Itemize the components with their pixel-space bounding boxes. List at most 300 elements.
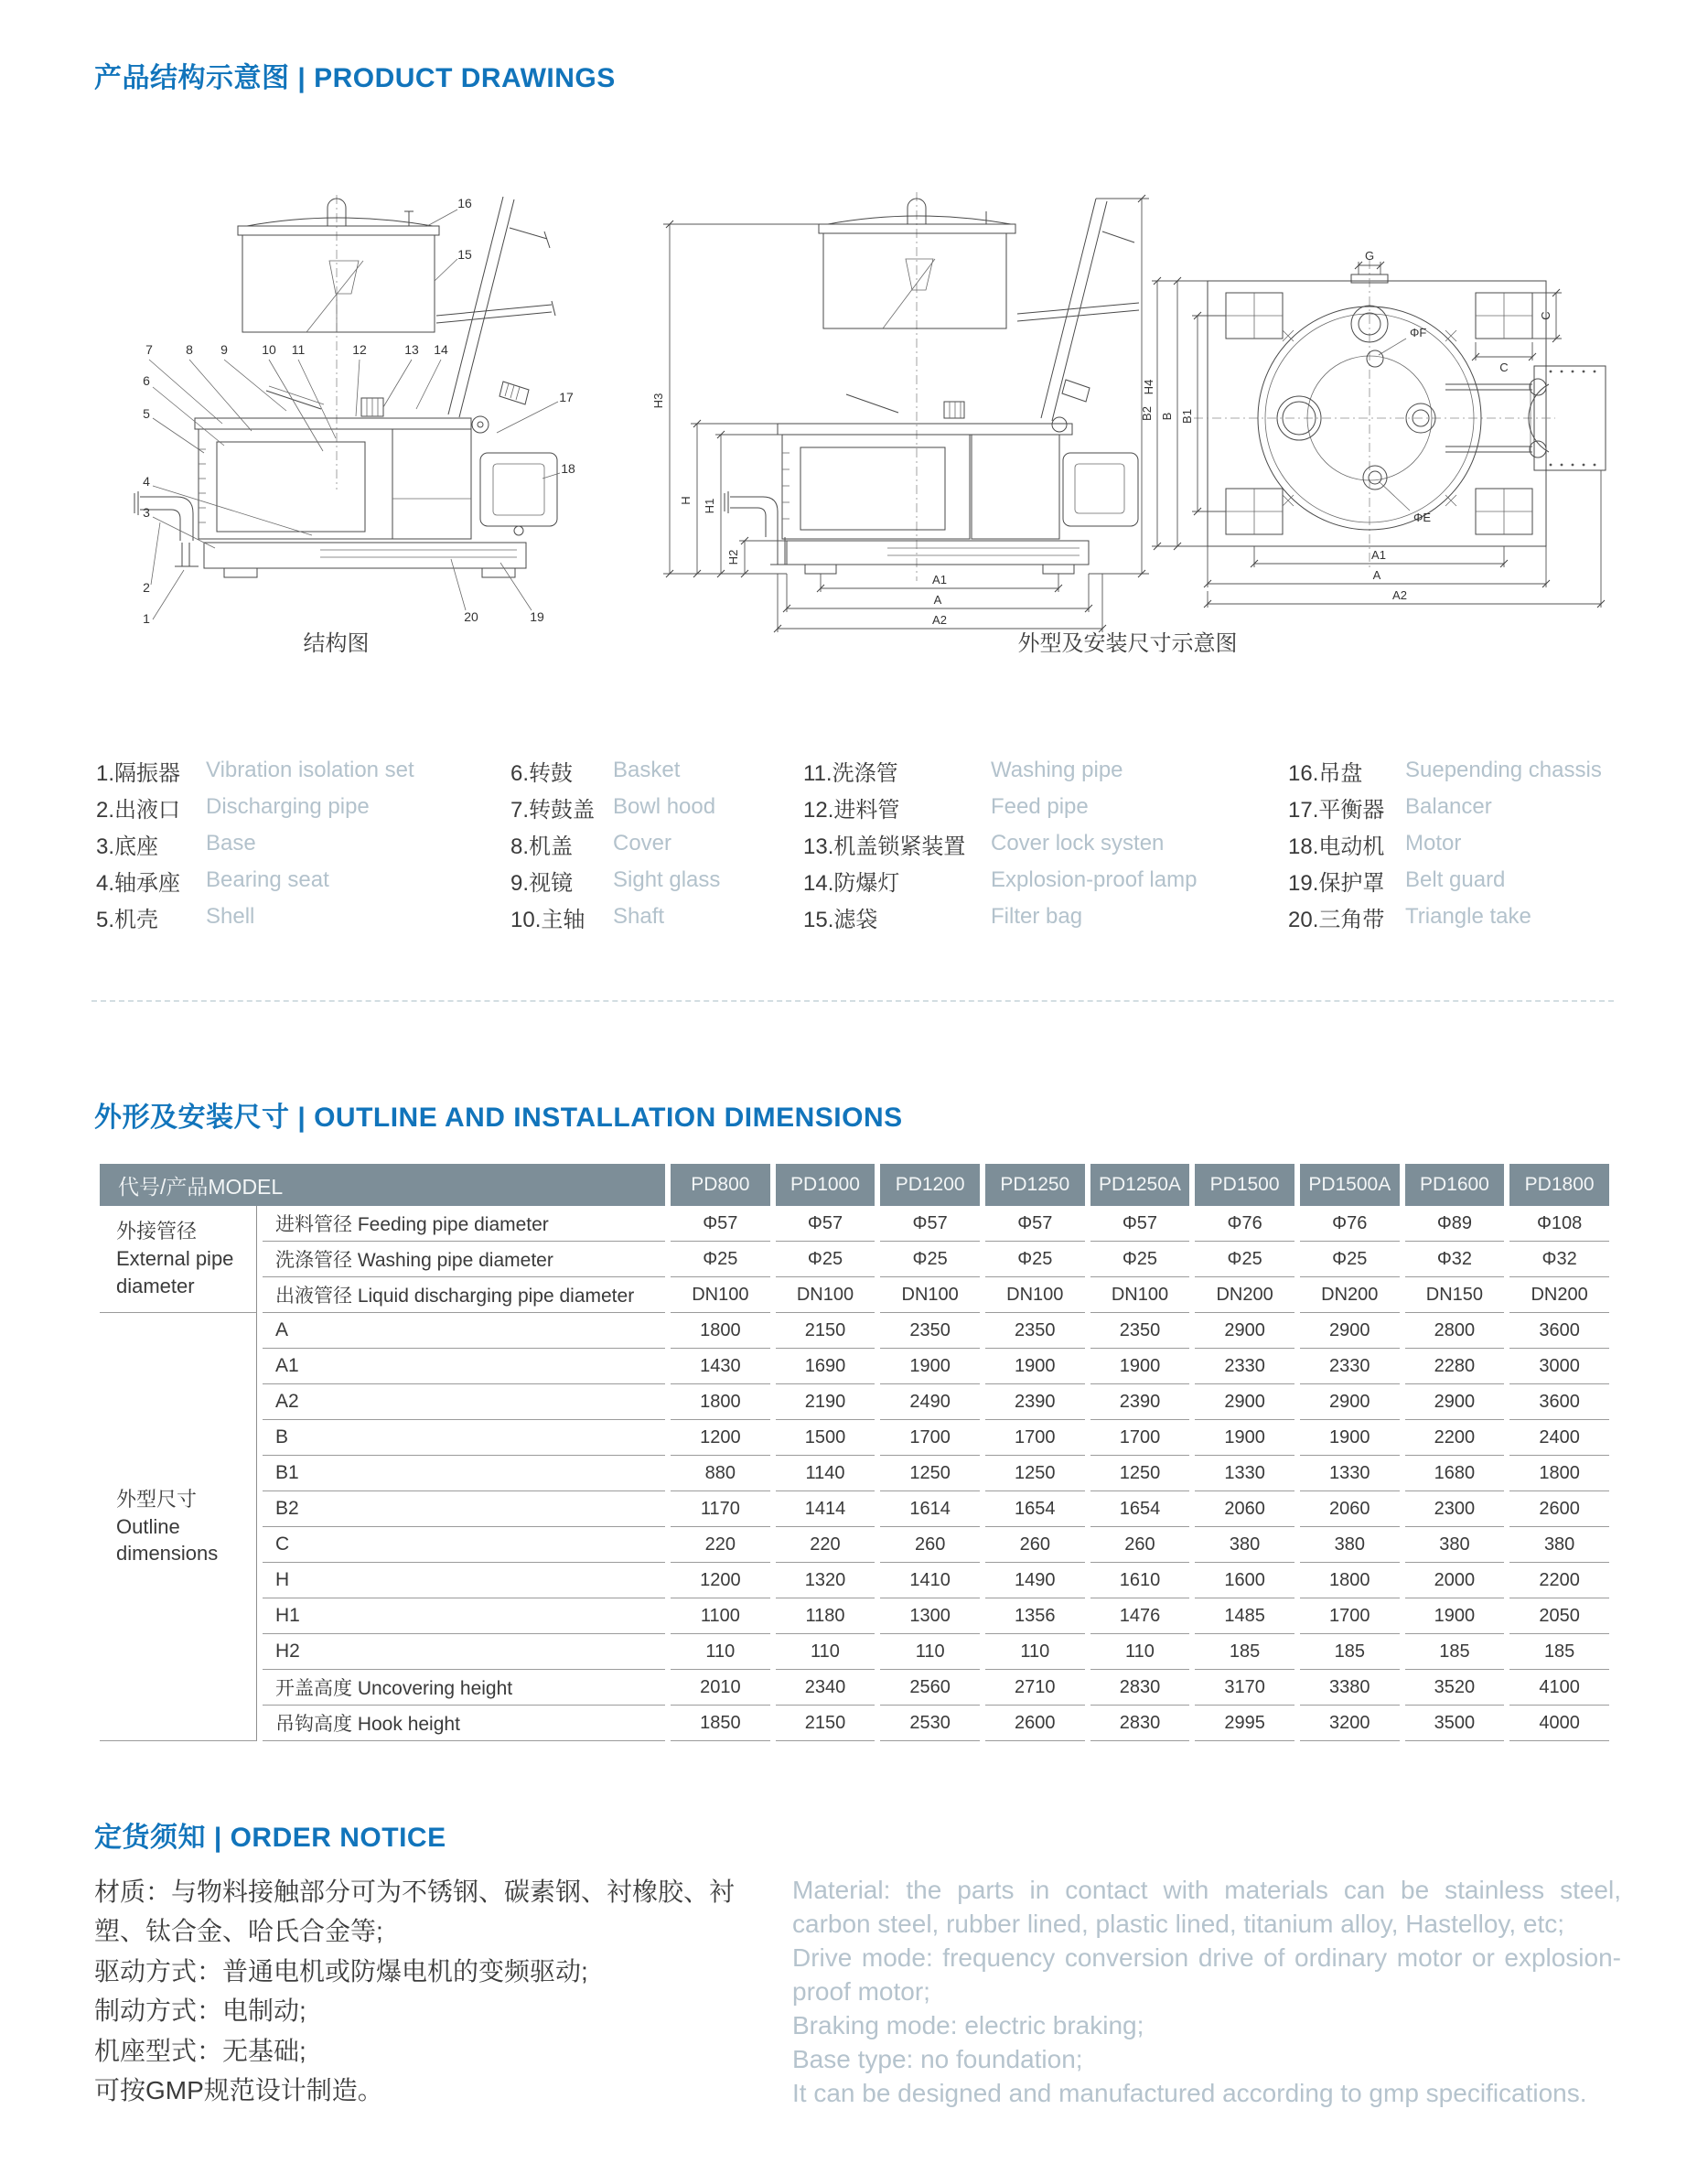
part-en: Cover xyxy=(613,831,672,856)
dim-value: 220 xyxy=(671,1527,770,1563)
dim-value: 1800 xyxy=(1509,1456,1609,1491)
group-label-external-pipe xyxy=(100,1206,257,1313)
dim-value: 2830 xyxy=(1090,1706,1190,1741)
part-en: Bearing seat xyxy=(206,867,329,892)
part-en: Sight glass xyxy=(613,867,721,892)
part-item xyxy=(510,789,720,825)
dimensions-table xyxy=(94,1164,1615,1741)
dim-value: 2350 xyxy=(985,1313,1085,1349)
callout-4: 4 xyxy=(143,474,150,489)
dim-value: DN100 xyxy=(880,1277,980,1313)
part-item xyxy=(96,789,414,825)
dim-value: Φ25 xyxy=(776,1242,875,1277)
dim-value: 2900 xyxy=(1195,1313,1294,1349)
callout-13: 13 xyxy=(404,342,419,357)
part-zh: 12.进料管 xyxy=(803,797,900,823)
model-column-header: PD1250 xyxy=(985,1164,1085,1206)
dim-value: Φ57 xyxy=(671,1206,770,1242)
dim-value: 185 xyxy=(1509,1634,1609,1670)
dim-b: B xyxy=(1160,412,1174,421)
dim-value: 1330 xyxy=(1195,1456,1294,1491)
dim-value: 380 xyxy=(1405,1527,1505,1563)
order-notice-chinese xyxy=(94,1872,735,2110)
part-zh: 11.洗涤管 xyxy=(803,760,898,786)
parts-column-1 xyxy=(96,752,414,935)
row-label: C xyxy=(263,1527,665,1563)
part-en: Discharging pipe xyxy=(206,794,370,819)
part-zh: 6.转鼓 xyxy=(510,760,574,786)
dim-value: 2710 xyxy=(985,1670,1085,1706)
notice-zh-line: 材质：与物料接触部分可为不锈钢、碳素钢、衬橡胶、衬塑、钛合金、哈氏合金等; xyxy=(94,1878,736,1946)
group-label-zh: 外型尺寸 xyxy=(116,1487,198,1511)
part-zh: 19.保护罩 xyxy=(1288,870,1385,896)
dim-value: Φ57 xyxy=(880,1206,980,1242)
dim-value: 3380 xyxy=(1300,1670,1400,1706)
dim-value: 380 xyxy=(1195,1527,1294,1563)
dim-value: 380 xyxy=(1509,1527,1609,1563)
dim-value: 1800 xyxy=(1300,1563,1400,1598)
dim-value: Φ108 xyxy=(1509,1206,1609,1242)
part-item xyxy=(803,899,1197,935)
table-row xyxy=(100,1420,1609,1456)
part-en: Feed pipe xyxy=(991,794,1089,819)
dim-value: 2300 xyxy=(1405,1491,1505,1527)
dim-h4: H4 xyxy=(1142,379,1155,395)
table-row xyxy=(100,1491,1609,1527)
callout-20: 20 xyxy=(464,609,478,624)
part-en: Triangle take xyxy=(1405,904,1531,929)
topview-drawing xyxy=(1139,249,1615,615)
model-column-header: PD1000 xyxy=(776,1164,875,1206)
dim-g: G xyxy=(1364,249,1375,263)
dim-value: 1700 xyxy=(1300,1598,1400,1634)
part-item xyxy=(510,825,720,862)
callout-16: 16 xyxy=(457,196,472,210)
part-zh: 8.机盖 xyxy=(510,834,574,859)
dim-value: 2350 xyxy=(880,1313,980,1349)
dim-value: 185 xyxy=(1300,1634,1400,1670)
part-item xyxy=(1288,862,1602,899)
dim-value: 2600 xyxy=(985,1706,1085,1741)
table-row xyxy=(100,1563,1609,1598)
part-en: Washing pipe xyxy=(991,758,1123,782)
dim-value: 880 xyxy=(671,1456,770,1491)
notice-zh-line: 制动方式：电制动; xyxy=(94,1996,306,2026)
dim-value: 2900 xyxy=(1195,1384,1294,1420)
dim-value: 1100 xyxy=(671,1598,770,1634)
dim-value: 1900 xyxy=(1300,1420,1400,1456)
part-en: Bowl hood xyxy=(613,794,716,819)
callout-17: 17 xyxy=(559,390,574,404)
dim-value: 2900 xyxy=(1405,1384,1505,1420)
dim-value: 1610 xyxy=(1090,1563,1190,1598)
dim-value: 1140 xyxy=(776,1456,875,1491)
dim-value: DN200 xyxy=(1195,1277,1294,1313)
dim-a1: A1 xyxy=(932,573,947,586)
part-zh: 10.主轴 xyxy=(510,907,585,932)
dim-value: 1900 xyxy=(1195,1420,1294,1456)
structure-drawing xyxy=(87,178,585,640)
dim-value: 2560 xyxy=(880,1670,980,1706)
dim-value: 1500 xyxy=(776,1420,875,1456)
group-label-outline-dimensions xyxy=(100,1313,257,1741)
dim-value: 2060 xyxy=(1300,1491,1400,1527)
model-column-header: PD1250A xyxy=(1090,1164,1190,1206)
row-label: 出液管径 Liquid discharging pipe diameter xyxy=(263,1277,665,1313)
part-item xyxy=(510,899,720,935)
dim-value: 1330 xyxy=(1300,1456,1400,1491)
part-en: Suepending chassis xyxy=(1405,758,1602,782)
dim-value: 2150 xyxy=(776,1706,875,1741)
section-title-dimensions: 外形及安装尺寸 | OUTLINE AND INSTALLATION DIMENSIONS xyxy=(94,1103,903,1133)
dim-value: DN100 xyxy=(671,1277,770,1313)
table-row xyxy=(100,1242,1609,1277)
dim-value: Φ25 xyxy=(880,1242,980,1277)
dim-value: 110 xyxy=(880,1634,980,1670)
table-row xyxy=(100,1206,1609,1242)
table-row xyxy=(100,1349,1609,1384)
part-item xyxy=(803,789,1197,825)
dim-value: 110 xyxy=(985,1634,1085,1670)
parts-column-2 xyxy=(510,752,720,935)
dim-value: 2600 xyxy=(1509,1491,1609,1527)
dim-value: 3200 xyxy=(1300,1706,1400,1741)
dim-value: DN100 xyxy=(1090,1277,1190,1313)
group-label-en: Outline dimensions xyxy=(116,1514,219,1566)
part-item xyxy=(510,752,720,789)
dim-phi-f: ΦF xyxy=(1410,326,1427,339)
notice-en-line: Base type: no foundation; xyxy=(792,2044,1083,2073)
model-column-header: PD1500 xyxy=(1195,1164,1294,1206)
part-en: Basket xyxy=(613,758,681,782)
dim-value: 2000 xyxy=(1405,1563,1505,1598)
callout-10: 10 xyxy=(262,342,276,357)
order-notice-english xyxy=(792,1874,1621,2111)
part-en: Cover lock systen xyxy=(991,831,1165,856)
dim-value: Φ89 xyxy=(1405,1206,1505,1242)
notice-en-line: It can be designed and manufactured according to gmp specifications. xyxy=(792,2078,1587,2107)
part-zh: 14.防爆灯 xyxy=(803,870,900,896)
part-zh: 13.机盖锁紧装置 xyxy=(803,834,966,859)
dim-b1: B1 xyxy=(1180,409,1194,424)
dim-value: 2900 xyxy=(1300,1384,1400,1420)
dim-value: Φ25 xyxy=(1090,1242,1190,1277)
table-row xyxy=(100,1598,1609,1634)
dim-h: H xyxy=(679,496,693,505)
table-row xyxy=(100,1456,1609,1491)
dim-value: 3600 xyxy=(1509,1384,1609,1420)
dim-value: 3000 xyxy=(1509,1349,1609,1384)
dim-value: 3520 xyxy=(1405,1670,1505,1706)
dim-value: 1170 xyxy=(671,1491,770,1527)
dim-value: 185 xyxy=(1405,1634,1505,1670)
dim-value: 3600 xyxy=(1509,1313,1609,1349)
dim-value: 185 xyxy=(1195,1634,1294,1670)
dim-value: 1200 xyxy=(671,1563,770,1598)
table-row xyxy=(100,1384,1609,1420)
dim-value: 1654 xyxy=(1090,1491,1190,1527)
notice-zh-line: 驱动方式：普通电机或防爆电机的变频驱动; xyxy=(94,1956,588,1985)
dim-value: 1200 xyxy=(671,1420,770,1456)
part-zh: 16.吊盘 xyxy=(1288,760,1363,786)
table-row xyxy=(100,1313,1609,1349)
dim-value: 1600 xyxy=(1195,1563,1294,1598)
dim-value: 2400 xyxy=(1509,1420,1609,1456)
callout-5: 5 xyxy=(143,406,150,421)
dim-value: 2995 xyxy=(1195,1706,1294,1741)
dim-value: 260 xyxy=(880,1527,980,1563)
dim-value: 1680 xyxy=(1405,1456,1505,1491)
part-zh: 17.平衡器 xyxy=(1288,797,1385,823)
table-row xyxy=(100,1670,1609,1706)
part-item xyxy=(1288,825,1602,862)
dim-value: 260 xyxy=(985,1527,1085,1563)
part-item xyxy=(803,862,1197,899)
dashed-divider xyxy=(91,1000,1614,1002)
dim-value: 2060 xyxy=(1195,1491,1294,1527)
dim-value: Φ76 xyxy=(1195,1206,1294,1242)
dim-value: DN150 xyxy=(1405,1277,1505,1313)
group-label-zh: 外接管径 xyxy=(116,1220,198,1243)
dim-value: 1250 xyxy=(880,1456,980,1491)
part-zh: 18.电动机 xyxy=(1288,834,1385,859)
callout-12: 12 xyxy=(352,342,367,357)
dim-a-top: A xyxy=(1372,568,1381,582)
dim-value: Φ25 xyxy=(671,1242,770,1277)
dim-value: 1356 xyxy=(985,1598,1085,1634)
part-item xyxy=(96,899,414,935)
dim-value: 1900 xyxy=(985,1349,1085,1384)
dim-phi-e: ΦE xyxy=(1413,511,1432,524)
callout-14: 14 xyxy=(434,342,448,357)
dim-a2: A2 xyxy=(932,613,947,627)
dim-b2: B2 xyxy=(1140,406,1154,421)
table-header-model-label: 代号/产品MODEL xyxy=(100,1164,665,1206)
row-label: A1 xyxy=(263,1349,665,1384)
dim-value: DN200 xyxy=(1300,1277,1400,1313)
dim-value: 4100 xyxy=(1509,1670,1609,1706)
row-label: 进料管径 Feeding pipe diameter xyxy=(263,1206,665,1242)
row-label: A2 xyxy=(263,1384,665,1420)
dim-value: Φ25 xyxy=(1195,1242,1294,1277)
dim-value: Φ57 xyxy=(1090,1206,1190,1242)
callout-6: 6 xyxy=(143,373,150,388)
dim-value: 2800 xyxy=(1405,1313,1505,1349)
notice-en-line: Material: the parts in contact with materials can be stainless steel, carbon steel, rubber lined, plastic lined, titanium alloy, Hastelloy, etc; xyxy=(792,1876,1621,1938)
dim-c-vertical: C xyxy=(1539,311,1552,320)
table-header-row xyxy=(100,1164,1609,1206)
part-en: Vibration isolation set xyxy=(206,758,414,782)
part-en: Balancer xyxy=(1405,794,1492,819)
callout-1: 1 xyxy=(143,611,150,626)
parts-column-3 xyxy=(803,752,1197,935)
dim-value: 1700 xyxy=(1090,1420,1190,1456)
dim-value: 1614 xyxy=(880,1491,980,1527)
dim-value: 1654 xyxy=(985,1491,1085,1527)
dim-value: Φ32 xyxy=(1405,1242,1505,1277)
section-title-product-drawings: 产品结构示意图 | PRODUCT DRAWINGS xyxy=(94,63,616,93)
parts-column-4 xyxy=(1288,752,1602,935)
dim-value: 2530 xyxy=(880,1706,980,1741)
part-item xyxy=(96,825,414,862)
dim-value: 1410 xyxy=(880,1563,980,1598)
notice-zh-line: 机座型式：无基础; xyxy=(94,2036,306,2065)
dim-value: 3500 xyxy=(1405,1706,1505,1741)
part-en: Base xyxy=(206,831,256,856)
row-label: B1 xyxy=(263,1456,665,1491)
callout-3: 3 xyxy=(143,505,150,520)
dim-value: 2330 xyxy=(1300,1349,1400,1384)
dim-value: 2050 xyxy=(1509,1598,1609,1634)
part-en: Filter bag xyxy=(991,904,1083,929)
caption-outline: 外型及安装尺寸示意图 xyxy=(1017,631,1238,656)
dim-value: 1700 xyxy=(985,1420,1085,1456)
dim-h1: H1 xyxy=(703,498,716,514)
row-label: 吊钩高度 Hook height xyxy=(263,1706,665,1741)
dim-value: Φ25 xyxy=(985,1242,1085,1277)
part-zh: 15.滤袋 xyxy=(803,907,878,932)
outline-side-drawing xyxy=(640,178,1162,640)
part-en: Motor xyxy=(1405,831,1462,856)
section-title-order-notice: 定货须知 | ORDER NOTICE xyxy=(94,1823,446,1853)
row-label: B xyxy=(263,1420,665,1456)
dim-value: 1430 xyxy=(671,1349,770,1384)
notice-zh-line: 可按GMP规范设计制造。 xyxy=(94,2075,383,2104)
dim-value: 2340 xyxy=(776,1670,875,1706)
dim-value: 1250 xyxy=(1090,1456,1190,1491)
dim-a2-top: A2 xyxy=(1392,588,1407,602)
dim-value: DN200 xyxy=(1509,1277,1609,1313)
callout-18: 18 xyxy=(561,461,575,476)
callout-11: 11 xyxy=(291,342,306,357)
dim-value: 2830 xyxy=(1090,1670,1190,1706)
dim-value: 2200 xyxy=(1509,1563,1609,1598)
part-zh: 4.轴承座 xyxy=(96,870,181,896)
notice-en-line: Braking mode: electric braking; xyxy=(792,2010,1144,2039)
dim-value: 1850 xyxy=(671,1706,770,1741)
dim-value: 110 xyxy=(1090,1634,1190,1670)
dim-value: 110 xyxy=(776,1634,875,1670)
dim-value: 260 xyxy=(1090,1527,1190,1563)
dim-value: 2330 xyxy=(1195,1349,1294,1384)
model-column-header: PD1800 xyxy=(1509,1164,1609,1206)
dim-value: Φ76 xyxy=(1300,1206,1400,1242)
dim-value: Φ25 xyxy=(1300,1242,1400,1277)
dim-value: 110 xyxy=(671,1634,770,1670)
notice-en-line: Drive mode: frequency conversion drive of ordinary motor or explosion-proof motor; xyxy=(792,1942,1621,2006)
dim-value: 1476 xyxy=(1090,1598,1190,1634)
dim-value: 2280 xyxy=(1405,1349,1505,1384)
part-en: Shaft xyxy=(613,904,665,929)
dim-value: 2200 xyxy=(1405,1420,1505,1456)
part-item xyxy=(96,752,414,789)
row-label: H xyxy=(263,1563,665,1598)
table-row xyxy=(100,1634,1609,1670)
part-item xyxy=(803,752,1197,789)
row-label: H1 xyxy=(263,1598,665,1634)
dim-value: Φ32 xyxy=(1509,1242,1609,1277)
callout-8: 8 xyxy=(186,342,193,357)
dim-value: 2150 xyxy=(776,1313,875,1349)
part-zh: 5.机壳 xyxy=(96,907,159,932)
part-zh: 2.出液口 xyxy=(96,797,181,823)
dim-value: 380 xyxy=(1300,1527,1400,1563)
dim-value: 1490 xyxy=(985,1563,1085,1598)
dim-value: 1300 xyxy=(880,1598,980,1634)
group-label-en: External pipe diameter xyxy=(116,1247,234,1297)
dim-value: 1250 xyxy=(985,1456,1085,1491)
callout-9: 9 xyxy=(220,342,228,357)
dim-value: 2350 xyxy=(1090,1313,1190,1349)
callout-19: 19 xyxy=(530,609,544,624)
dim-h3: H3 xyxy=(651,393,665,409)
model-column-header: PD1500A xyxy=(1300,1164,1400,1206)
part-item xyxy=(1288,899,1602,935)
dim-value: 1700 xyxy=(880,1420,980,1456)
model-column-header: PD800 xyxy=(671,1164,770,1206)
dim-value: 1900 xyxy=(880,1349,980,1384)
callout-2: 2 xyxy=(143,580,150,595)
dim-value: 1900 xyxy=(1405,1598,1505,1634)
part-zh: 9.视镜 xyxy=(510,870,574,896)
part-en: Belt guard xyxy=(1405,867,1506,892)
part-item xyxy=(1288,789,1602,825)
part-item xyxy=(1288,752,1602,789)
row-label: 洗涤管径 Washing pipe diameter xyxy=(263,1242,665,1277)
part-item xyxy=(803,825,1197,862)
dim-value: 1320 xyxy=(776,1563,875,1598)
dim-value: 2010 xyxy=(671,1670,770,1706)
row-label: H2 xyxy=(263,1634,665,1670)
dim-value: 1800 xyxy=(671,1313,770,1349)
part-zh: 20.三角带 xyxy=(1288,907,1385,932)
part-zh: 1.隔振器 xyxy=(96,760,181,786)
dim-value: DN100 xyxy=(776,1277,875,1313)
callout-7: 7 xyxy=(145,342,153,357)
table-row xyxy=(100,1706,1609,1741)
dim-value: 1180 xyxy=(776,1598,875,1634)
row-label: A xyxy=(263,1313,665,1349)
dim-value: 1800 xyxy=(671,1384,770,1420)
part-en: Explosion-proof lamp xyxy=(991,867,1198,892)
dim-value: 2390 xyxy=(1090,1384,1190,1420)
dim-value: 220 xyxy=(776,1527,875,1563)
dim-h2: H2 xyxy=(726,549,740,565)
dim-value: Φ57 xyxy=(776,1206,875,1242)
dim-a1-top: A1 xyxy=(1371,548,1386,562)
dim-value: 1900 xyxy=(1090,1349,1190,1384)
part-item xyxy=(510,862,720,899)
dim-value: 1414 xyxy=(776,1491,875,1527)
row-label: B2 xyxy=(263,1491,665,1527)
part-zh: 7.转鼓盖 xyxy=(510,797,596,823)
dim-value: 1485 xyxy=(1195,1598,1294,1634)
dim-value: 3170 xyxy=(1195,1670,1294,1706)
caption-structure: 结构图 xyxy=(303,631,370,656)
part-item xyxy=(96,862,414,899)
part-zh: 3.底座 xyxy=(96,834,159,859)
dim-value: 2190 xyxy=(776,1384,875,1420)
row-label: 开盖高度 Uncovering height xyxy=(263,1670,665,1706)
dim-a: A xyxy=(933,593,942,607)
dim-value: 2490 xyxy=(880,1384,980,1420)
callout-15: 15 xyxy=(457,247,472,262)
dim-value: 1690 xyxy=(776,1349,875,1384)
dim-value: DN100 xyxy=(985,1277,1085,1313)
dim-value: 2390 xyxy=(985,1384,1085,1420)
table-row xyxy=(100,1277,1609,1313)
model-column-header: PD1600 xyxy=(1405,1164,1505,1206)
